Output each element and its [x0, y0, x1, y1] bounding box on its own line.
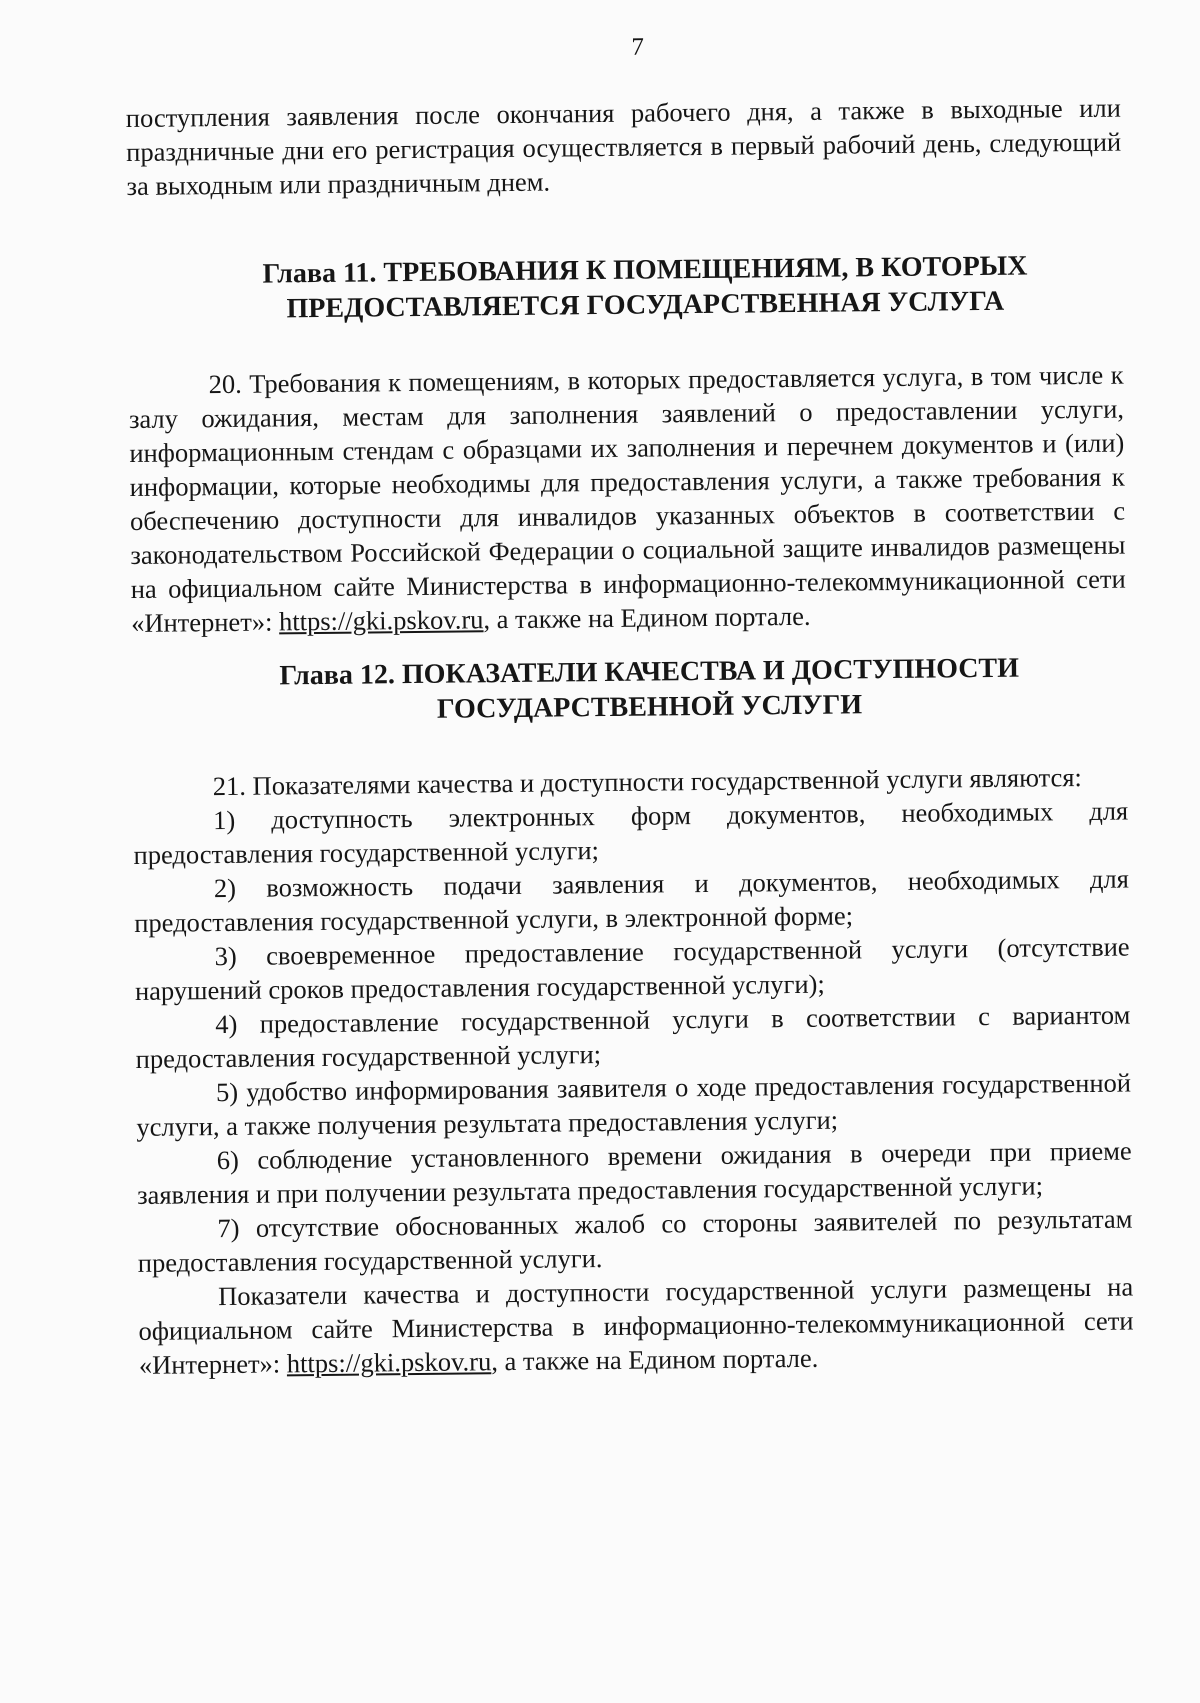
list-item: 6) соблюдение установленного времени ожидания в очереди при приеме заявления и при получении результата предоставления государственной услуги;: [136, 1135, 1132, 1210]
page-content: [125, 28, 1134, 1382]
chapter-12-heading: [132, 650, 1128, 730]
list-item: 7) отсутствие обоснованных жалоб со стороны заявителей по результатам предоставления государственной услуги.: [137, 1203, 1133, 1278]
list-item: 4) предоставление государственной услуги в соответствии с вариантом предоставления государственной услуги;: [135, 999, 1131, 1074]
chapter-11-paragraph-end: , а также на Едином портале.: [483, 600, 811, 635]
chapter-11-paragraph-text: 20. Требования к помещениям, в которых предоставляется услуга, в том числе к залу ожидания, местам для заполнения заявлений о предоставлении услуги, информационным стендам с образцами их заполнения и перечнем документов и (или) информации, которые необходимы для предоставления услуги, а также требования к обеспечению доступности для инвалидов указанных объектов в соответствии с законодательством Российской Федерации о социальной защите инвалидов размещены на официальном сайте Министерства в информационно-телекоммуникационной сети «Интернет»:: [128, 359, 1126, 638]
chapter-11-title-line-2: ПРЕДОСТАВЛЯЕТСЯ ГОСУДАРСТВЕННАЯ УСЛУГА: [286, 285, 1005, 325]
list-item: 5) удобство информирования заявителя о ходе предоставления государственной услуги, а также получения результата предоставления услуги;: [136, 1067, 1132, 1142]
chapter-12-final-paragraph: [138, 1270, 1134, 1382]
chapter-12-final-end: , а также на Едином портале.: [491, 1342, 819, 1377]
list-item: 1) доступность электронных форм документов, необходимых для предоставления государственной услуги;: [133, 795, 1129, 870]
chapter-12-title-line-1: Глава 12. ПОКАЗАТЕЛИ КАЧЕСТВА И ДОСТУПНОСТИ: [279, 652, 1020, 692]
ministry-website-link[interactable]: https://gki.pskov.ru: [278, 604, 484, 637]
page-number: 7: [631, 33, 645, 61]
intro-paragraph: поступления заявления после окончания рабочего дня, а также в выходные или праздничные дни его регистрация осуществляется в первый рабочий день, следующий за выходным или праздничным днем.: [125, 92, 1122, 201]
chapter-11-paragraph: [128, 358, 1126, 640]
chapter-11-title-line-1: Глава 11. ТРЕБОВАНИЯ К ПОМЕЩЕНИЯМ, В КОТОРЫХ: [262, 250, 1028, 290]
quality-indicators-list: [133, 794, 1133, 1280]
ministry-website-link-2[interactable]: https://gki.pskov.ru: [286, 1346, 492, 1379]
chapter-12-final-text: Показатели качества и доступности государственной услуги размещены на официальном сайте Министерства в информационно-телекоммуникационной сети «Интернет»:: [138, 1271, 1134, 1380]
chapter-12-title-line-2: ГОСУДАРСТВЕННОЙ УСЛУГИ: [436, 689, 863, 725]
chapter-12-lead: 21. Показателями качества и доступности государственной услуги являются:: [212, 762, 1082, 802]
list-item: 3) своевременное предоставление государственной услуги (отсутствие нарушений сроков предоставления государственной услуги);: [134, 931, 1130, 1006]
list-item: 2) возможность подачи заявления и документов, необходимых для предоставления государственной услуги, в электронной форме;: [134, 863, 1130, 938]
chapter-11-heading: [127, 248, 1123, 328]
